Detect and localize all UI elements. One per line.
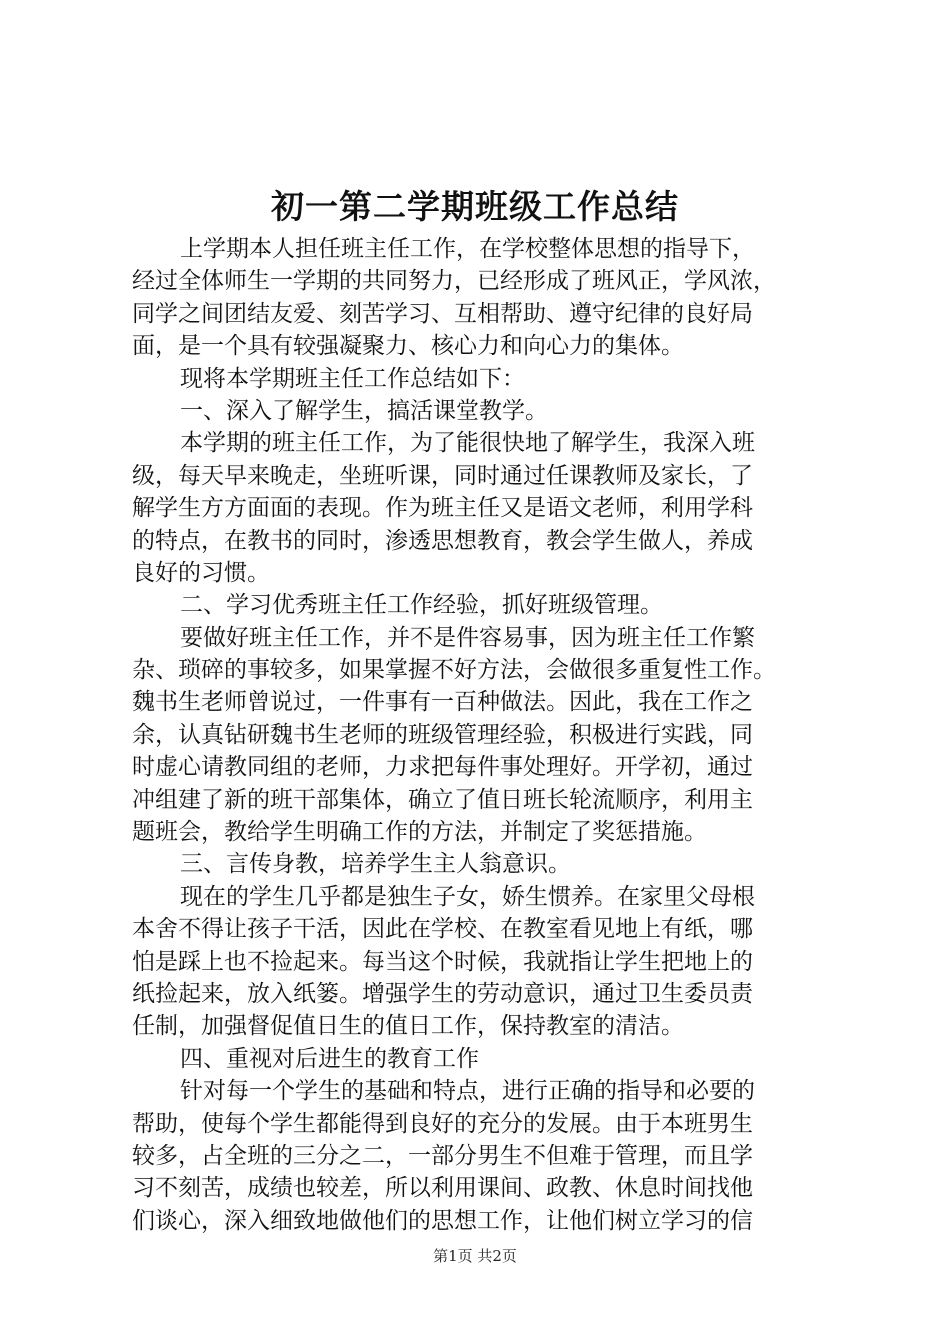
text-line: 任制，加强督促值日生的值日工作，保持教室的清洁。	[132, 1013, 684, 1040]
text-line: 良好的习惯。	[132, 559, 270, 586]
text-line: 纸捡起来，放入纸篓。增强学生的劳动意识，通过卫生委员责	[132, 980, 753, 1007]
text-line: 现将本学期班主任工作总结如下：	[180, 365, 525, 392]
text-line: 杂、琐碎的事较多，如果掌握不好方法，会做很多重复性工作。	[132, 657, 776, 684]
text-line: 要做好班主任工作，并不是件容易事，因为班主任工作繁	[180, 624, 755, 651]
text-line: 上学期本人担任班主任工作，在学校整体思想的指导下，	[180, 236, 755, 262]
text-line: 帮助，使每个学生都能得到良好的充分的发展。由于本班男生	[132, 1110, 753, 1137]
text-line: 们谈心，深入细致地做他们的思想工作，让他们树立学习的信	[132, 1207, 753, 1234]
text-line: 经过全体师生一学期的共同努力，已经形成了班风正，学风浓，	[132, 268, 776, 295]
text-line: 冲组建了新的班干部集体，确立了值日班长轮流顺序，利用主	[132, 786, 753, 813]
text-line: 魏书生老师曾说过，一件事有一百种做法。因此，我在工作之	[132, 689, 753, 716]
text-line: 本学期的班主任工作，为了能很快地了解学生，我深入班	[180, 430, 755, 457]
text-line: 一、深入了解学生，搞活课堂教学。	[180, 397, 548, 424]
text-line: 本舍不得让孩子干活，因此在学校、在教室看见地上有纸，哪	[132, 916, 753, 943]
text-line: 四、重视对后进生的教育工作	[180, 1045, 479, 1072]
text-line: 题班会，教给学生明确工作的方法，并制定了奖惩措施。	[132, 819, 707, 846]
text-line: 解学生方方面面的表现。作为班主任又是语文老师，利用学科	[132, 495, 753, 522]
text-line: 的特点，在教书的同时，渗透思想教育，教会学生做人，养成	[132, 527, 753, 554]
text-line: 级，每天早来晚走，坐班听课，同时通过任课教师及家长，了	[132, 462, 753, 489]
text-line: 较多，占全班的三分之二，一部分男生不但难于管理，而且学	[132, 1142, 753, 1169]
text-line: 余，认真钻研魏书生老师的班级管理经验，积极进行实践，同	[132, 721, 753, 748]
text-line: 三、言传身教，培养学生主人翁意识。	[180, 851, 571, 878]
document-title: 初一第二学期班级工作总结	[271, 187, 679, 226]
text-line: 二、学习优秀班主任工作经验，抓好班级管理。	[180, 592, 663, 619]
document-body	[132, 233, 832, 1237]
text-line: 同学之间团结友爱、刻苦学习、互相帮助、遵守纪律的良好局	[132, 300, 753, 327]
text-line: 怕是踩上也不捡起来。每当这个时候，我就指让学生把地上的	[132, 948, 753, 975]
text-line: 针对每一个学生的基础和特点，进行正确的指导和必要的	[180, 1078, 755, 1105]
text-line: 现在的学生几乎都是独生子女，娇生惯养。在家里父母根	[180, 883, 755, 910]
text-line: 时虚心请教同组的老师，力求把每件事处理好。开学初，通过	[132, 754, 753, 781]
page-footer: 第1页 共2页	[433, 1247, 517, 1265]
text-line: 习不刻苦，成绩也较差，所以利用课间、政教、休息时间找他	[132, 1175, 753, 1202]
text-line: 面，是一个具有较强凝聚力、核心力和向心力的集体。	[132, 333, 684, 360]
